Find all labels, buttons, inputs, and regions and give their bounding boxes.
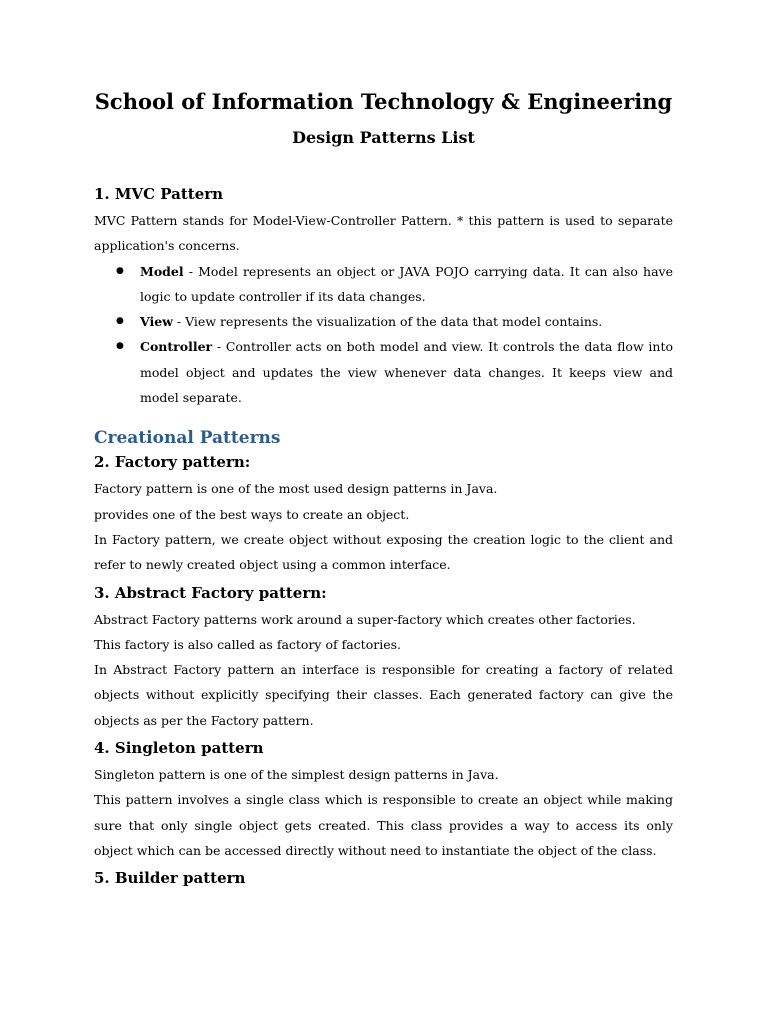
bullet-text: - Model represents an object or JAVA POJO carrying data. It can also have logic to update controller if its data changes. <box>140 263 673 304</box>
document-title: School of Information Technology & Engineering <box>94 89 673 114</box>
list-item <box>94 259 673 310</box>
bullet-icon: ● <box>116 316 124 327</box>
bullet-text: - View represents the visualization of the data that model contains. <box>172 314 603 330</box>
category-heading-creational: Creational Patterns <box>94 428 281 449</box>
bullet-text: - Controller acts on both model and view. It controls the data flow into model object and updates the view whenever data changes. It keeps view and model separate. <box>140 339 673 406</box>
section-mvc <box>94 149 673 410</box>
document-subtitle: Design Patterns List <box>292 128 475 147</box>
bullet-term: Model <box>140 263 184 279</box>
singleton-line-1: Singleton pattern is one of the simplest design patterns in Java. <box>94 767 499 783</box>
factory-line-1: Factory pattern is one of the most used design patterns in Java. <box>94 481 498 497</box>
list-item <box>94 334 673 410</box>
bullet-icon: ● <box>116 341 124 352</box>
mvc-bullet-list <box>94 259 673 411</box>
section-heading-abstract-factory: 3. Abstract Factory pattern: <box>94 583 327 602</box>
abstract-factory-line-2: This factory is also called as factory of factories. <box>94 636 401 652</box>
singleton-paragraph: This pattern involves a single class which is responsible to create an object while making sure that only single object gets created. This class provides a way to access its only object which can be accessed directly without need to instantiate the object of the class. <box>94 792 673 858</box>
section-heading-factory: 2. Factory pattern: <box>94 453 251 472</box>
bullet-term: Controller <box>140 339 213 355</box>
mvc-intro: MVC Pattern stands for Model-View-Controller Pattern. * this pattern is used to separate application's concerns. <box>94 213 673 254</box>
list-item <box>94 309 673 334</box>
section-heading-mvc: 1. MVC Pattern <box>94 185 224 203</box>
section-builder <box>94 863 673 889</box>
section-heading-singleton: 4. Singleton pattern <box>94 739 264 758</box>
section-factory <box>94 450 673 577</box>
bullet-icon: ● <box>116 265 124 276</box>
section-heading-builder: 5. Builder pattern <box>94 869 246 888</box>
abstract-factory-line-1: Abstract Factory patterns work around a super-factory which creates other factories. <box>94 611 636 627</box>
factory-paragraph: In Factory pattern, we create object without exposing the creation logic to the client and refer to newly created object using a common interface. <box>94 531 673 573</box>
factory-line-2: provides one of the best ways to create an object. <box>94 506 410 522</box>
section-abstract-factory <box>94 578 673 733</box>
section-singleton <box>94 733 673 863</box>
abstract-factory-paragraph: In Abstract Factory pattern an interface is responsible for creating a factory of related objects without explicitly specifying their classes. Each generated factory can give the objects as per the Factory pattern. <box>94 662 673 728</box>
bullet-term: View <box>140 314 173 330</box>
